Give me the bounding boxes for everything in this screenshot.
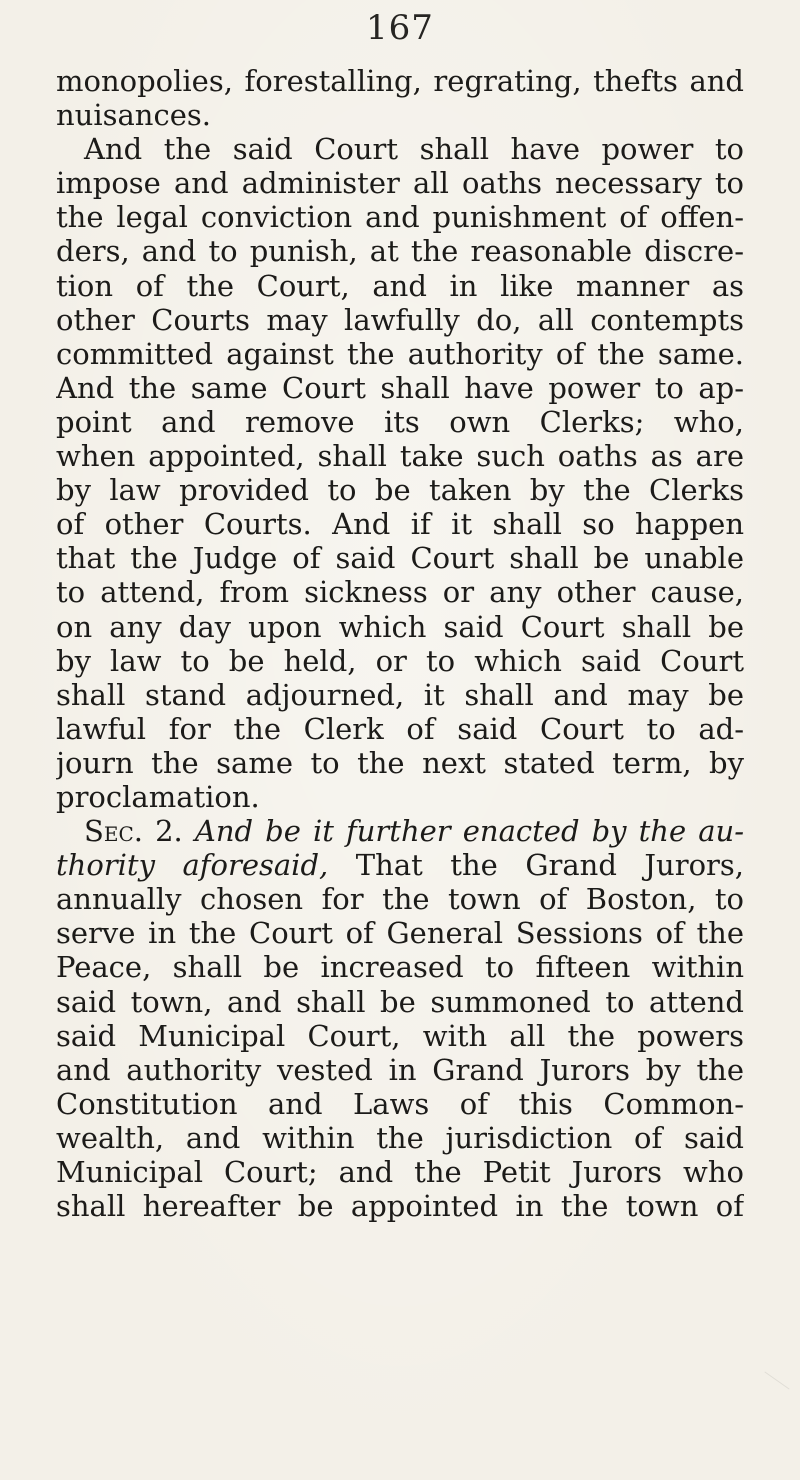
section-line — [56, 814, 744, 848]
text-line: to attend, from sickness or any other cause, — [56, 575, 744, 610]
page-edge-mark — [764, 1371, 789, 1389]
text-line: And the same Court shall have power to ap- — [56, 370, 744, 405]
text-line: Municipal Court; and the Petit Jurors who — [56, 1155, 744, 1189]
text-line: by law to be held, or to which said Court — [56, 643, 744, 678]
body-text — [56, 64, 744, 1223]
text-line: annually chosen for the town of Boston, to — [56, 882, 744, 917]
text-line: the legal conviction and punishment of offen- — [56, 200, 744, 235]
text-line: wealth, and within the jurisdiction of said — [56, 1120, 744, 1155]
text-line: impose and administer all oaths necessary to — [56, 166, 744, 201]
text-line: other Courts may lawfully do, all contempts — [56, 302, 744, 337]
text-line: ders, and to punish, at the reasonable discre- — [56, 234, 744, 269]
text-line: committed against the authority of the same. — [56, 336, 744, 371]
text-line: serve in the Court of General Sessions of the — [56, 916, 744, 951]
text-line: when appointed, shall take such oaths as are — [56, 439, 744, 474]
text-line: on any day upon which said Court shall be — [56, 609, 744, 644]
text-line: monopolies, forestalling, regrating, thefts and — [56, 64, 744, 98]
text-line: Peace, shall be increased to fifteen within — [56, 950, 744, 985]
text-line: tion of the Court, and in like manner as — [56, 268, 744, 303]
text-line: proclamation. — [56, 779, 260, 814]
text-line: and authority vested in Grand Jurors by the — [56, 1052, 744, 1087]
text-line — [56, 848, 744, 882]
text-line: nuisances. — [56, 98, 211, 133]
section-label: Sec. 2. — [84, 814, 183, 849]
enacting-clause: And be it further enacted by the au- — [194, 814, 744, 849]
text-line: said town, and shall be summoned to attend — [56, 984, 744, 1019]
page-number: 167 — [366, 8, 434, 48]
text-line: by law provided to be taken by the Clerks — [56, 473, 744, 508]
text-line: Constitution and Laws of this Common- — [56, 1086, 744, 1121]
text-line: shall stand adjourned, it shall and may be — [56, 677, 744, 712]
text-line: of other Courts. And if it shall so happen — [56, 507, 744, 542]
text-line: And the said Court shall have power to — [84, 132, 744, 167]
text-line: that the Judge of said Court shall be unable — [56, 541, 744, 576]
text-line: journ the same to the next stated term, by — [56, 745, 744, 780]
text-line: said Municipal Court, with all the powers — [56, 1018, 744, 1053]
enacting-clause-cont: thority aforesaid, — [56, 848, 329, 883]
text-line: lawful for the Clerk of said Court to ad- — [56, 711, 744, 746]
text-segment: That the Grand Jurors, — [355, 848, 744, 883]
text-line: shall hereafter be appointed in the town of — [56, 1189, 744, 1224]
text-line: point and remove its own Clerks; who, — [56, 404, 744, 439]
